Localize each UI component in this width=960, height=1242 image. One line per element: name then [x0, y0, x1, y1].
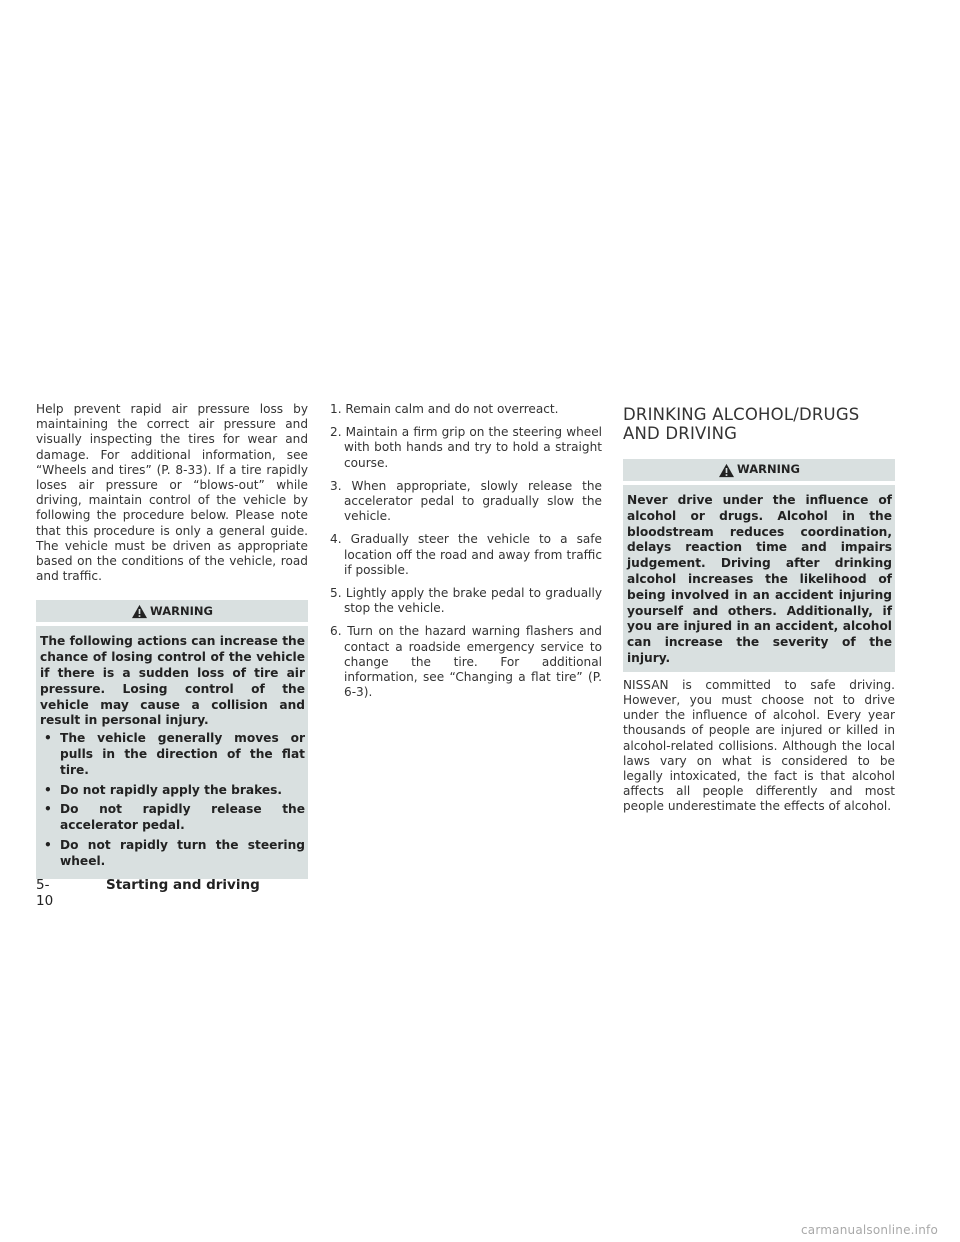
section-title: Starting and driving [106, 877, 260, 893]
warning-bullet: • Do not rapidly apply the brakes. [40, 783, 305, 799]
procedure-steps [330, 402, 602, 700]
warning-bullet: • Do not rapidly turn the steering wheel. [40, 838, 305, 870]
warning-text: Never drive under the influence of alcohol or drugs. Alcohol in the bloodstream reduces coordination, delays reaction time and impairs judgement. Driving after drinking alcohol increases the likelihood of being involved in an accident injuring yourself and others. Additionally, if you are injured in an accident, alcohol can increase the severity of the injury. [627, 493, 892, 665]
warning-label: WARNING [150, 603, 213, 618]
warning-bullet: • Do not rapidly release the accelerator pedal. [40, 802, 305, 834]
procedure-step: 3. When appropriate, slowly release the accelerator pedal to gradually slow the vehicle. [330, 478, 602, 524]
watermark: carmanualsonline.info [801, 1223, 938, 1237]
column-middle [330, 402, 602, 708]
column-right [623, 402, 895, 815]
page-number: 5-10 [36, 877, 54, 909]
warning-triangle-icon [718, 463, 735, 478]
procedure-step: 6. Turn on the hazard warning flashers and contact a roadside emergency service to change the tire. For additional information, see “Changing a flat tire” (P. 6-3). [330, 624, 602, 700]
warning-bullet: • The vehicle generally moves or pulls in the direction of the flat tire. [40, 731, 305, 778]
intro-paragraph: Help prevent rapid air pressure loss by maintaining the correct air pressure and visually inspecting the tires for wear and damage. For additional information, see “Wheels and tires” (P. 8-33). If a tire rapidly loses air pressure or “blows-out” while driving, maintain control of the vehicle by following the procedure below. Please note that this procedure is only a general guide. The vehicle must be driven as appropriate based on the conditions of the vehicle, road and traffic. [36, 402, 308, 584]
warning-text: The following actions can increase the chance of losing control of the vehicle if there is a sudden loss of tire air pressure. Losing control of the vehicle may cause a collision and result in personal injury. [40, 634, 305, 728]
procedure-step: 4. Gradually steer the vehicle to a safe location off the road and away from traffic if possible. [330, 532, 602, 577]
warning-label: WARNING [737, 462, 800, 477]
warning-bullet-list [40, 731, 305, 869]
warning-box [36, 626, 308, 878]
warning-header [623, 459, 895, 481]
column-left [36, 402, 308, 879]
warning-header [36, 600, 308, 622]
body-paragraph: NISSAN is committed to safe driving. However, you must choose not to drive under the influence of alcohol. Every year thousands of people are injured or killed in alcohol-related collisions. Although the local laws vary on what is considered to be legally intoxicated, the fact is that alcohol affects all people differently and most people underestimate the effects of alcohol. [623, 677, 895, 814]
warning-triangle-icon [131, 604, 148, 619]
section-heading: DRINKING ALCOHOL/DRUGS AND DRIVING [623, 405, 860, 443]
procedure-step: 5. Lightly apply the brake pedal to gradually stop the vehicle. [330, 586, 602, 616]
warning-box [623, 485, 895, 672]
procedure-step: 1. Remain calm and do not overreact. [330, 402, 559, 416]
procedure-step: 2. Maintain a firm grip on the steering wheel with both hands and try to hold a straight course. [330, 425, 602, 470]
